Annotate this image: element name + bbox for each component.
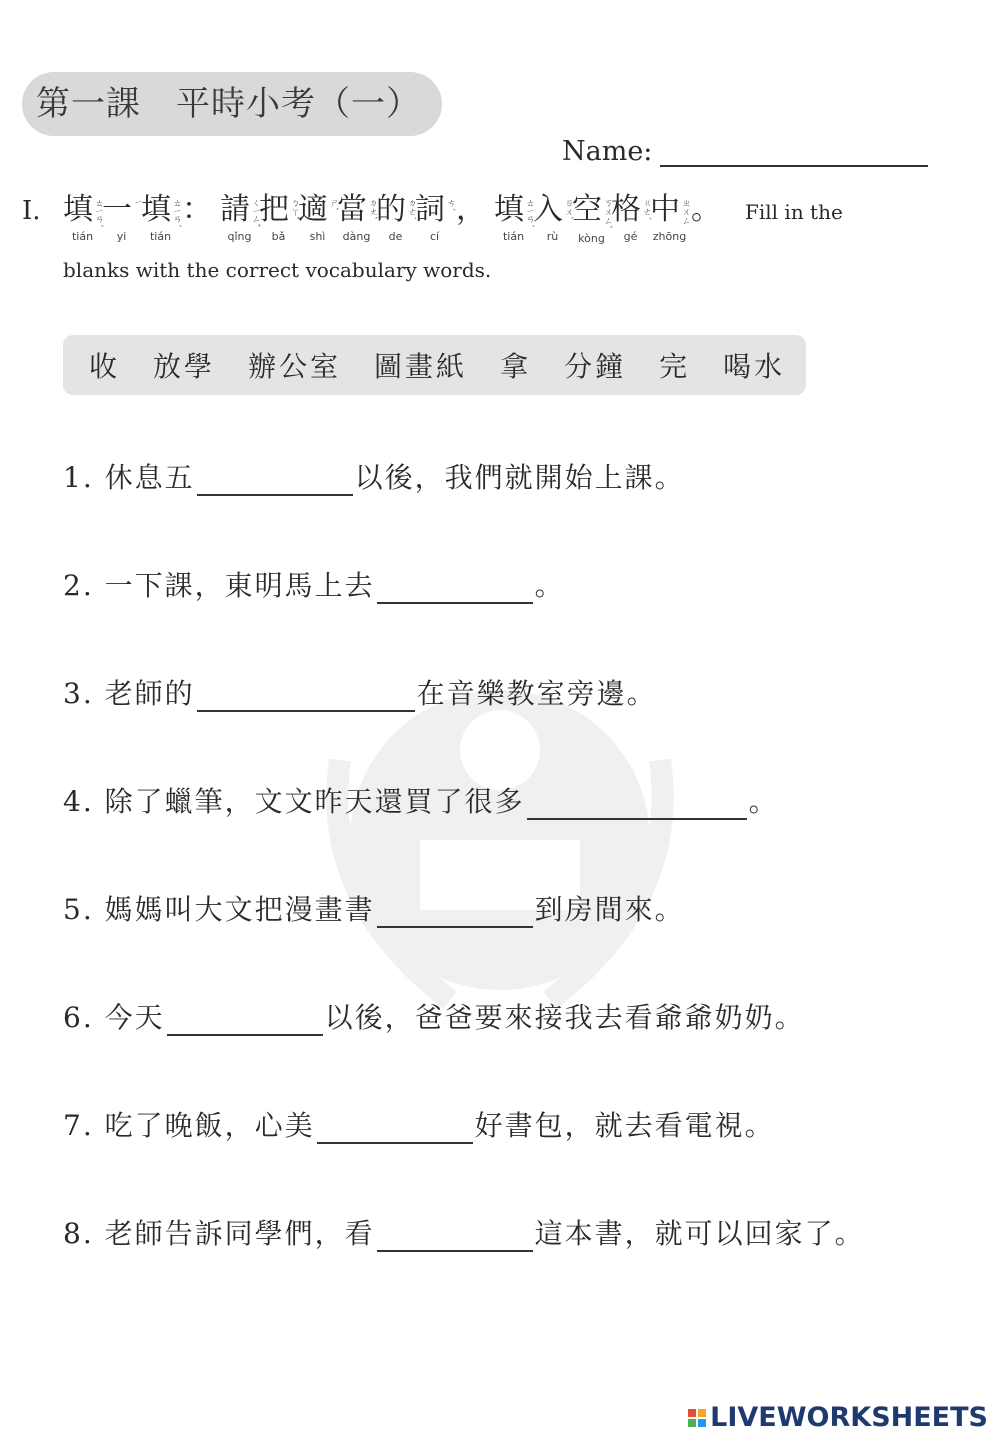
- word-bank-item: 收: [89, 350, 121, 383]
- instruction-char: 填 ㄊㄧㄢˊ tián: [63, 192, 103, 243]
- instruction-char: 當 ㄉㄤˋ dàng: [337, 192, 377, 243]
- question-text: 這本書，就可以回家了。: [534, 1217, 865, 1250]
- period: 。: [691, 192, 721, 227]
- answer-blank-4[interactable]: [527, 788, 747, 820]
- comma: ，: [456, 192, 486, 227]
- brand-text: LIVEWORKSHEETS: [710, 1402, 988, 1433]
- instruction-char: 空 ㄎㄨㄥˋ kòng: [572, 192, 612, 245]
- word-bank-item: 完: [659, 350, 691, 383]
- instruction-char: 請 ㄑㄧㄥˇ qǐng: [220, 192, 260, 243]
- english-instruction-2: blanks with the correct vocabulary words.: [63, 258, 492, 282]
- instruction-char: 一 ㄧ yi: [102, 192, 142, 243]
- instruction-char: 入 ㄖㄨˋ rù: [533, 192, 573, 243]
- answer-blank-2[interactable]: [377, 572, 533, 604]
- question-7: [63, 1104, 775, 1144]
- question-text: 1. 休息五: [63, 461, 195, 494]
- question-text: 2. 一下課，東明馬上去: [63, 569, 375, 602]
- instruction-char: 填 ㄊㄧㄢˊ tián: [141, 192, 181, 243]
- instruction-char: 的 ㄉㄜ˙ de: [376, 192, 416, 243]
- word-bank: [63, 335, 806, 395]
- word-bank-item: 圖畫紙: [374, 350, 468, 383]
- word-bank-item: 放學: [153, 350, 216, 383]
- instruction-char: 詞 ㄘˊ cí: [415, 192, 455, 243]
- word-bank-item: 分鐘: [564, 350, 627, 383]
- page-title: 第一課 平時小考（一）: [22, 72, 442, 136]
- instruction-char: 中 ㄓㄨㄥ zhōng: [650, 192, 690, 243]
- name-input-line[interactable]: [660, 137, 928, 167]
- question-3: [63, 672, 657, 712]
- answer-blank-1[interactable]: [197, 464, 353, 496]
- question-1: [63, 456, 685, 496]
- instruction-char: 格 ㄍㄜˊ gé: [611, 192, 651, 243]
- question-text: 7. 吃了晚飯，心美: [63, 1109, 315, 1142]
- question-text: 以後，我們就開始上課。: [354, 461, 685, 494]
- name-field: [562, 136, 928, 167]
- question-text: 以後，爸爸要來接我去看爺爺奶奶。: [324, 1001, 805, 1034]
- instruction-char: 填 ㄊㄧㄢˊ tián: [494, 192, 534, 243]
- question-text: 6. 今天: [63, 1001, 165, 1034]
- question-text: 好書包，就去看電視。: [474, 1109, 775, 1142]
- question-4: [63, 780, 779, 820]
- instruction-char: 把 ㄅㄚˇ bǎ: [259, 192, 299, 243]
- answer-blank-8[interactable]: [377, 1220, 533, 1252]
- question-8: [63, 1212, 865, 1252]
- question-text: 在音樂教室旁邊。: [416, 677, 657, 710]
- question-2: [63, 564, 565, 604]
- question-6: [63, 996, 805, 1036]
- question-text: 。: [534, 569, 565, 602]
- instruction-line: [63, 192, 843, 246]
- question-text: 5. 媽媽叫大文把漫畫書: [63, 893, 375, 926]
- question-text: 到房間來。: [534, 893, 685, 926]
- answer-blank-7[interactable]: [317, 1112, 473, 1144]
- name-label: Name:: [562, 136, 653, 167]
- question-text: 。: [748, 785, 779, 818]
- instruction-char: 適 ㄕˋ shì: [298, 192, 338, 243]
- question-5: [63, 888, 685, 928]
- question-text: 3. 老師的: [63, 677, 195, 710]
- answer-blank-6[interactable]: [167, 1004, 323, 1036]
- colon: ：: [182, 192, 212, 227]
- question-text: 4. 除了蠟筆，文文昨天還買了很多: [63, 785, 525, 818]
- english-instruction-1: Fill in the: [745, 200, 843, 224]
- word-bank-item: 拿: [500, 350, 532, 383]
- answer-blank-3[interactable]: [197, 680, 415, 712]
- question-text: 8. 老師告訴同學們，看: [63, 1217, 375, 1250]
- word-bank-item: 喝水: [723, 350, 786, 383]
- word-bank-item: 辦公室: [248, 350, 342, 383]
- logo-icon: [688, 1409, 706, 1427]
- section-number: I.: [22, 196, 41, 226]
- liveworksheets-logo: [688, 1402, 988, 1433]
- answer-blank-5[interactable]: [377, 896, 533, 928]
